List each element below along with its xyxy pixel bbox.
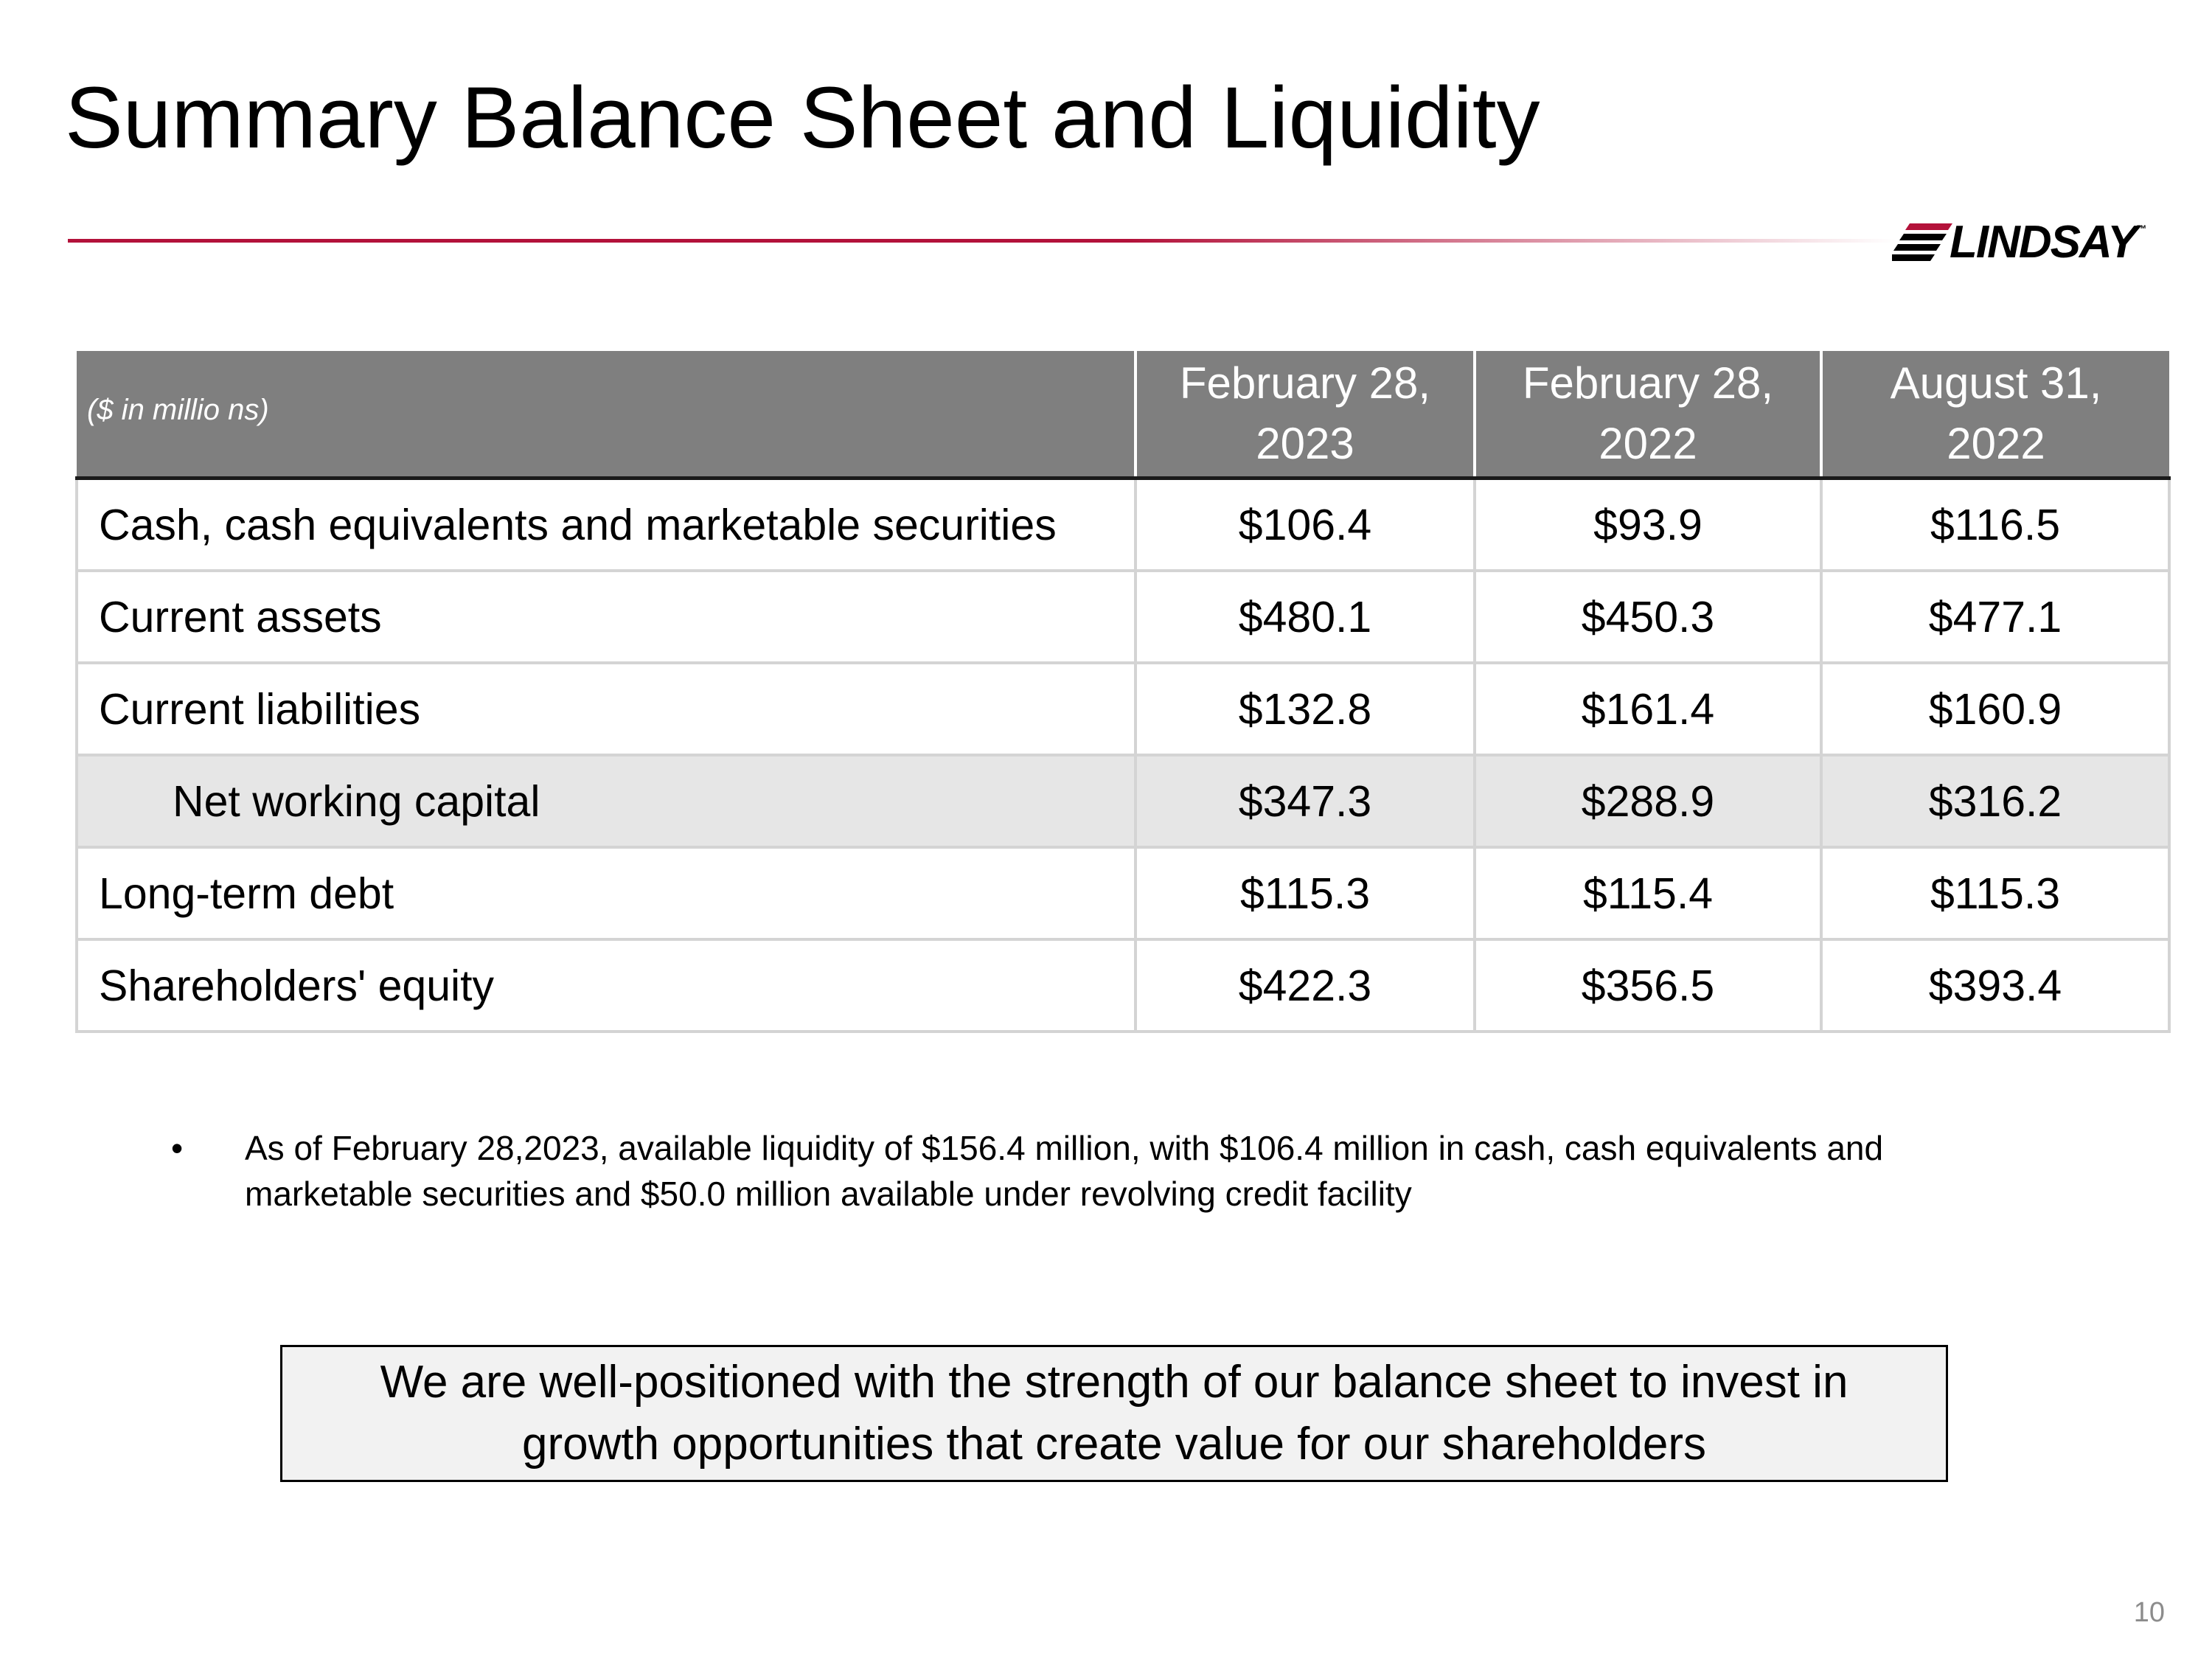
column-header: August 31, 2022 (1821, 351, 2169, 479)
page-number: 10 (2133, 1597, 2165, 1628)
table-cell: $106.4 (1135, 479, 1475, 571)
table-cell: $115.4 (1475, 847, 1821, 939)
table-cell: $422.3 (1135, 939, 1475, 1032)
table-cell: $160.9 (1821, 663, 2169, 755)
table-row (77, 663, 2169, 755)
callout-box (280, 1345, 1948, 1482)
lindsay-stripes-icon (1892, 223, 1952, 262)
title-divider (68, 239, 1896, 243)
bullet-marker: • (171, 1129, 184, 1167)
table-row (77, 847, 2169, 939)
table-cell: $115.3 (1821, 847, 2169, 939)
table-cell: $356.5 (1475, 939, 1821, 1032)
page-title: Summary Balance Sheet and Liquidity (65, 69, 1540, 167)
callout-line: We are well-positioned with the strength of our balance sheet to invest in (380, 1357, 1848, 1408)
table-cell: $480.1 (1135, 571, 1475, 663)
column-header: February 28, 2022 (1475, 351, 1821, 479)
table-cell: $161.4 (1475, 663, 1821, 755)
row-label: Long-term debt (77, 847, 1135, 939)
unit-label: ($ in millio ns) (77, 351, 1135, 479)
table-row (77, 939, 2169, 1032)
liquidity-bullet (171, 1125, 2059, 1217)
table-cell: $477.1 (1821, 571, 2169, 663)
table-row-highlighted (77, 755, 2169, 847)
row-label: Shareholders' equity (77, 939, 1135, 1032)
callout-line: growth opportunities that create value for our shareholders (521, 1419, 1707, 1470)
table-cell: $393.4 (1821, 939, 2169, 1032)
table-cell: $93.9 (1475, 479, 1821, 571)
table-cell: $132.8 (1135, 663, 1475, 755)
table-cell: $450.3 (1475, 571, 1821, 663)
table-row (77, 479, 2169, 571)
table-cell: $316.2 (1821, 755, 2169, 847)
row-label: Current assets (77, 571, 1135, 663)
row-label: Net working capital (77, 755, 1135, 847)
table-header-row (77, 351, 2169, 479)
logo-trademark: ™ (2136, 223, 2147, 234)
table-row (77, 571, 2169, 663)
lindsay-logo (1892, 218, 2147, 267)
logo-wordmark: LINDSAY (1950, 217, 2137, 268)
table-cell: $115.3 (1135, 847, 1475, 939)
table-cell: $116.5 (1821, 479, 2169, 571)
column-header: February 28, 2023 (1135, 351, 1475, 479)
table-cell: $288.9 (1475, 755, 1821, 847)
row-label: Current liabilities (77, 663, 1135, 755)
row-label: Cash, cash equivalents and marketable securities (77, 479, 1135, 571)
balance-sheet-table (75, 351, 2171, 1033)
table-cell: $347.3 (1135, 755, 1475, 847)
bullet-text: As of February 28,2023, available liquidity of $156.4 million, with $106.4 million in cash, cash equivalents and marketable securities and $50.0 million available under revolving credit facility (245, 1129, 1884, 1213)
